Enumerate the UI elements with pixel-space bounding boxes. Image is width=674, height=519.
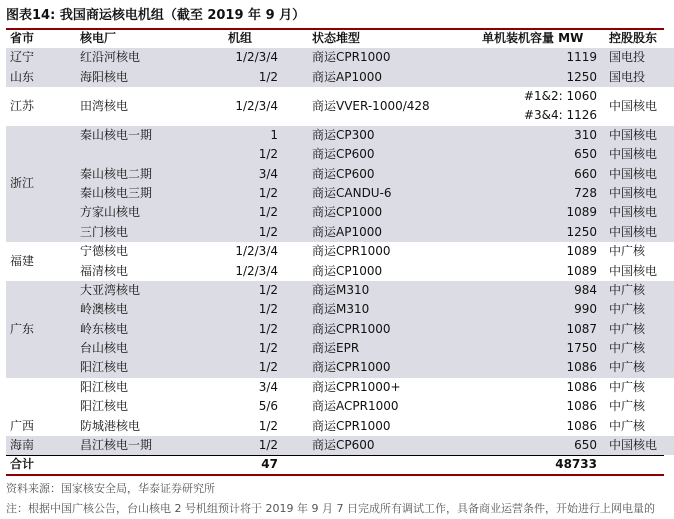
table-row [6,281,674,300]
capacity-cell: 1089 [566,244,597,259]
header-units: 机组 [228,31,253,45]
status-cell: 商运M310 [278,281,482,300]
plant-cell [80,145,228,164]
table-row [6,397,674,416]
province-cell: 广西 [6,378,80,436]
table-row [6,378,674,397]
figure-title: 图表14: 我国商运核电机组（截至 2019 年 9 月） [6,8,306,23]
table-row [6,261,674,280]
units-cell: 1/2 [228,145,278,164]
total-plant-empty [80,455,228,473]
capacity-cell: 1119 [482,48,597,67]
capacity-cell: 310 [482,126,597,145]
province-cell: 福建 [6,242,80,281]
shareholder-cell: 国电投 [597,48,674,67]
header-capacity: 单机装机容量 MW [482,31,584,45]
table-row [6,145,674,164]
capacity-cell: 660 [482,164,597,183]
status-cell: 商运AP1000 [278,223,482,242]
province-cell: 江苏 [10,98,35,113]
capacity-cell: 650 [482,145,597,164]
table-row [6,164,674,183]
header-status: 状态堆型 [312,31,361,45]
units-cell: 1/2/3/4 [228,48,278,67]
status-cell: 商运EPR [278,339,482,358]
status-cell: 商运CPR1000 [312,244,391,259]
capacity-cell: 990 [482,300,597,319]
plant-cell: 方家山核电 [80,203,228,222]
status-cell: 商运CPR1000 [312,418,391,433]
bottom-rule [6,474,664,476]
status-cell: 商运CPR1000 [278,358,482,377]
units-cell: 1/2 [228,223,278,242]
shareholder-cell: 中国核电 [597,164,674,183]
status-cell: 商运CP600 [278,436,482,455]
units-cell: 1/2 [228,184,278,203]
plant-cell: 阳江核电 [80,358,228,377]
units-cell: 1/2 [228,319,278,338]
plant-cell: 岭澳核电 [80,300,228,319]
plant-cell: 昌江核电一期 [80,436,228,455]
table-row [6,203,674,222]
plant-cell: 秦山核电一期 [80,126,228,145]
capacity-cell: 1086 [566,379,597,394]
shareholder-cell: 中国核电 [597,436,674,455]
units-cell: 5/6 [258,399,278,414]
plant-cell: 阳江核电 [80,399,129,414]
units-cell: 1/2 [228,67,278,86]
shareholder-cell: 中广核 [609,399,646,414]
units-cell: 3/4 [258,379,278,394]
units-cell: 1/2/3/4 [235,244,278,259]
status-cell: 商运CP1000 [278,203,482,222]
plant-cell: 田湾核电 [80,98,129,113]
units-cell: 1/2 [228,436,278,455]
plant-cell: 海阳核电 [80,67,228,86]
table-row [6,67,674,86]
plant-cell: 秦山核电二期 [80,164,228,183]
table-row [6,184,674,203]
units-cell: 1/2/3/4 [235,98,278,113]
table-row [6,339,674,358]
shareholder-cell: 中国核电 [597,184,674,203]
table-row [6,358,674,377]
table-row [6,242,674,261]
capacity-line: #1&2: 1060 [523,89,597,104]
table-row [6,319,674,338]
status-cell: 商运CPR1000 [278,319,482,338]
shareholder-cell: 中广核 [597,339,674,358]
table-row [6,416,674,435]
plant-cell: 台山核电 [80,339,228,358]
units-cell: 1/2 [228,300,278,319]
shareholder-cell: 中广核 [597,319,674,338]
capacity-cell: 1086 [482,358,597,377]
capacity-cell: 1086 [566,418,597,433]
units-cell: 1/2 [228,358,278,377]
plant-cell: 秦山核电三期 [80,184,228,203]
shareholder-cell: 中广核 [609,244,646,259]
plant-cell: 岭东核电 [80,319,228,338]
shareholder-cell: 中国核电 [597,223,674,242]
capacity-cell: 1086 [566,399,597,414]
total-capacity: 48733 [555,457,597,472]
capacity-cell: 1089 [482,203,597,222]
units-cell: 1/2 [258,418,278,433]
table-row [6,436,674,455]
status-cell: 商运CP600 [278,145,482,164]
shareholder-cell: 中国核电 [609,263,658,278]
capacity-cell: 1250 [482,223,597,242]
capacity-cell: 1089 [566,263,597,278]
status-cell: 商运CP600 [278,164,482,183]
status-cell: 商运CP300 [278,126,482,145]
header-province: 省市 [10,31,35,45]
shareholder-cell: 中广核 [609,418,646,433]
shareholder-cell: 中国核电 [597,203,674,222]
status-cell: 商运CPR1000+ [312,379,401,394]
nuclear-units-table [6,29,674,473]
header-shareholder: 控股股东 [609,31,658,45]
source-note: 资料来源：国家核安全局，华泰证券研究所 [6,482,215,495]
units-cell: 1/2/3/4 [235,263,278,278]
footnote: 注：根据中国广核公告，台山核电 2 号机组预计将于 2019 年 9 月 7 日完成所有调试工作，具备商业运营条件，开始进行上网电量的 [6,502,655,515]
capacity-cell: 1087 [482,319,597,338]
capacity-cell: 728 [482,184,597,203]
shareholder-cell: 中国核电 [609,98,658,113]
total-units: 47 [261,457,278,472]
total-shareholder-empty [597,455,674,473]
province-cell: 海南 [6,436,80,455]
status-cell: 商运M310 [278,300,482,319]
units-cell: 1/2 [228,203,278,222]
province-cell: 浙江 [6,126,80,242]
plant-cell: 防城港核电 [80,418,141,433]
shareholder-cell: 中国核电 [597,145,674,164]
status-cell: 商运CPR1000 [278,48,482,67]
plant-cell: 宁德核电 [80,244,129,259]
capacity-cell: 984 [482,281,597,300]
plant-cell: 三门核电 [80,223,228,242]
table-row [6,300,674,319]
plant-cell: 大亚湾核电 [80,281,228,300]
status-cell: 商运ACPR1000 [312,399,399,414]
province-cell: 山东 [6,67,80,86]
capacity-cell: 1250 [482,67,597,86]
capacity-cell [482,87,597,126]
plant-cell: 红沿河核电 [80,48,228,67]
shareholder-cell: 中广核 [597,300,674,319]
shareholder-cell: 中广核 [597,281,674,300]
shareholder-cell: 中广核 [597,358,674,377]
units-cell: 1/2 [228,281,278,300]
shareholder-cell: 国电投 [597,67,674,86]
status-cell: 商运AP1000 [278,67,482,86]
plant-cell: 福清核电 [80,263,129,278]
header-row [6,29,674,48]
total-label: 合计 [10,457,35,472]
table-row [6,48,674,67]
plant-cell: 阳江核电 [80,379,129,394]
capacity-line: #3&4: 1126 [523,108,597,123]
units-cell: 1 [228,126,278,145]
units-cell: 1/2 [228,339,278,358]
table-row [6,126,674,145]
table-row [6,87,674,126]
capacity-cell: 1750 [482,339,597,358]
status-cell: 商运CANDU-6 [278,184,482,203]
table-row [6,223,674,242]
units-cell: 3/4 [228,164,278,183]
status-cell: 商运CP1000 [312,263,383,278]
province-cell: 广东 [6,281,80,378]
total-status-empty [278,455,482,473]
capacity-cell: 650 [482,436,597,455]
status-cell: 商运VVER-1000/428 [312,98,430,113]
total-row [6,455,674,473]
province-cell: 辽宁 [6,48,80,67]
header-plant: 核电厂 [80,31,117,45]
shareholder-cell: 中国核电 [597,126,674,145]
shareholder-cell: 中广核 [609,379,646,394]
